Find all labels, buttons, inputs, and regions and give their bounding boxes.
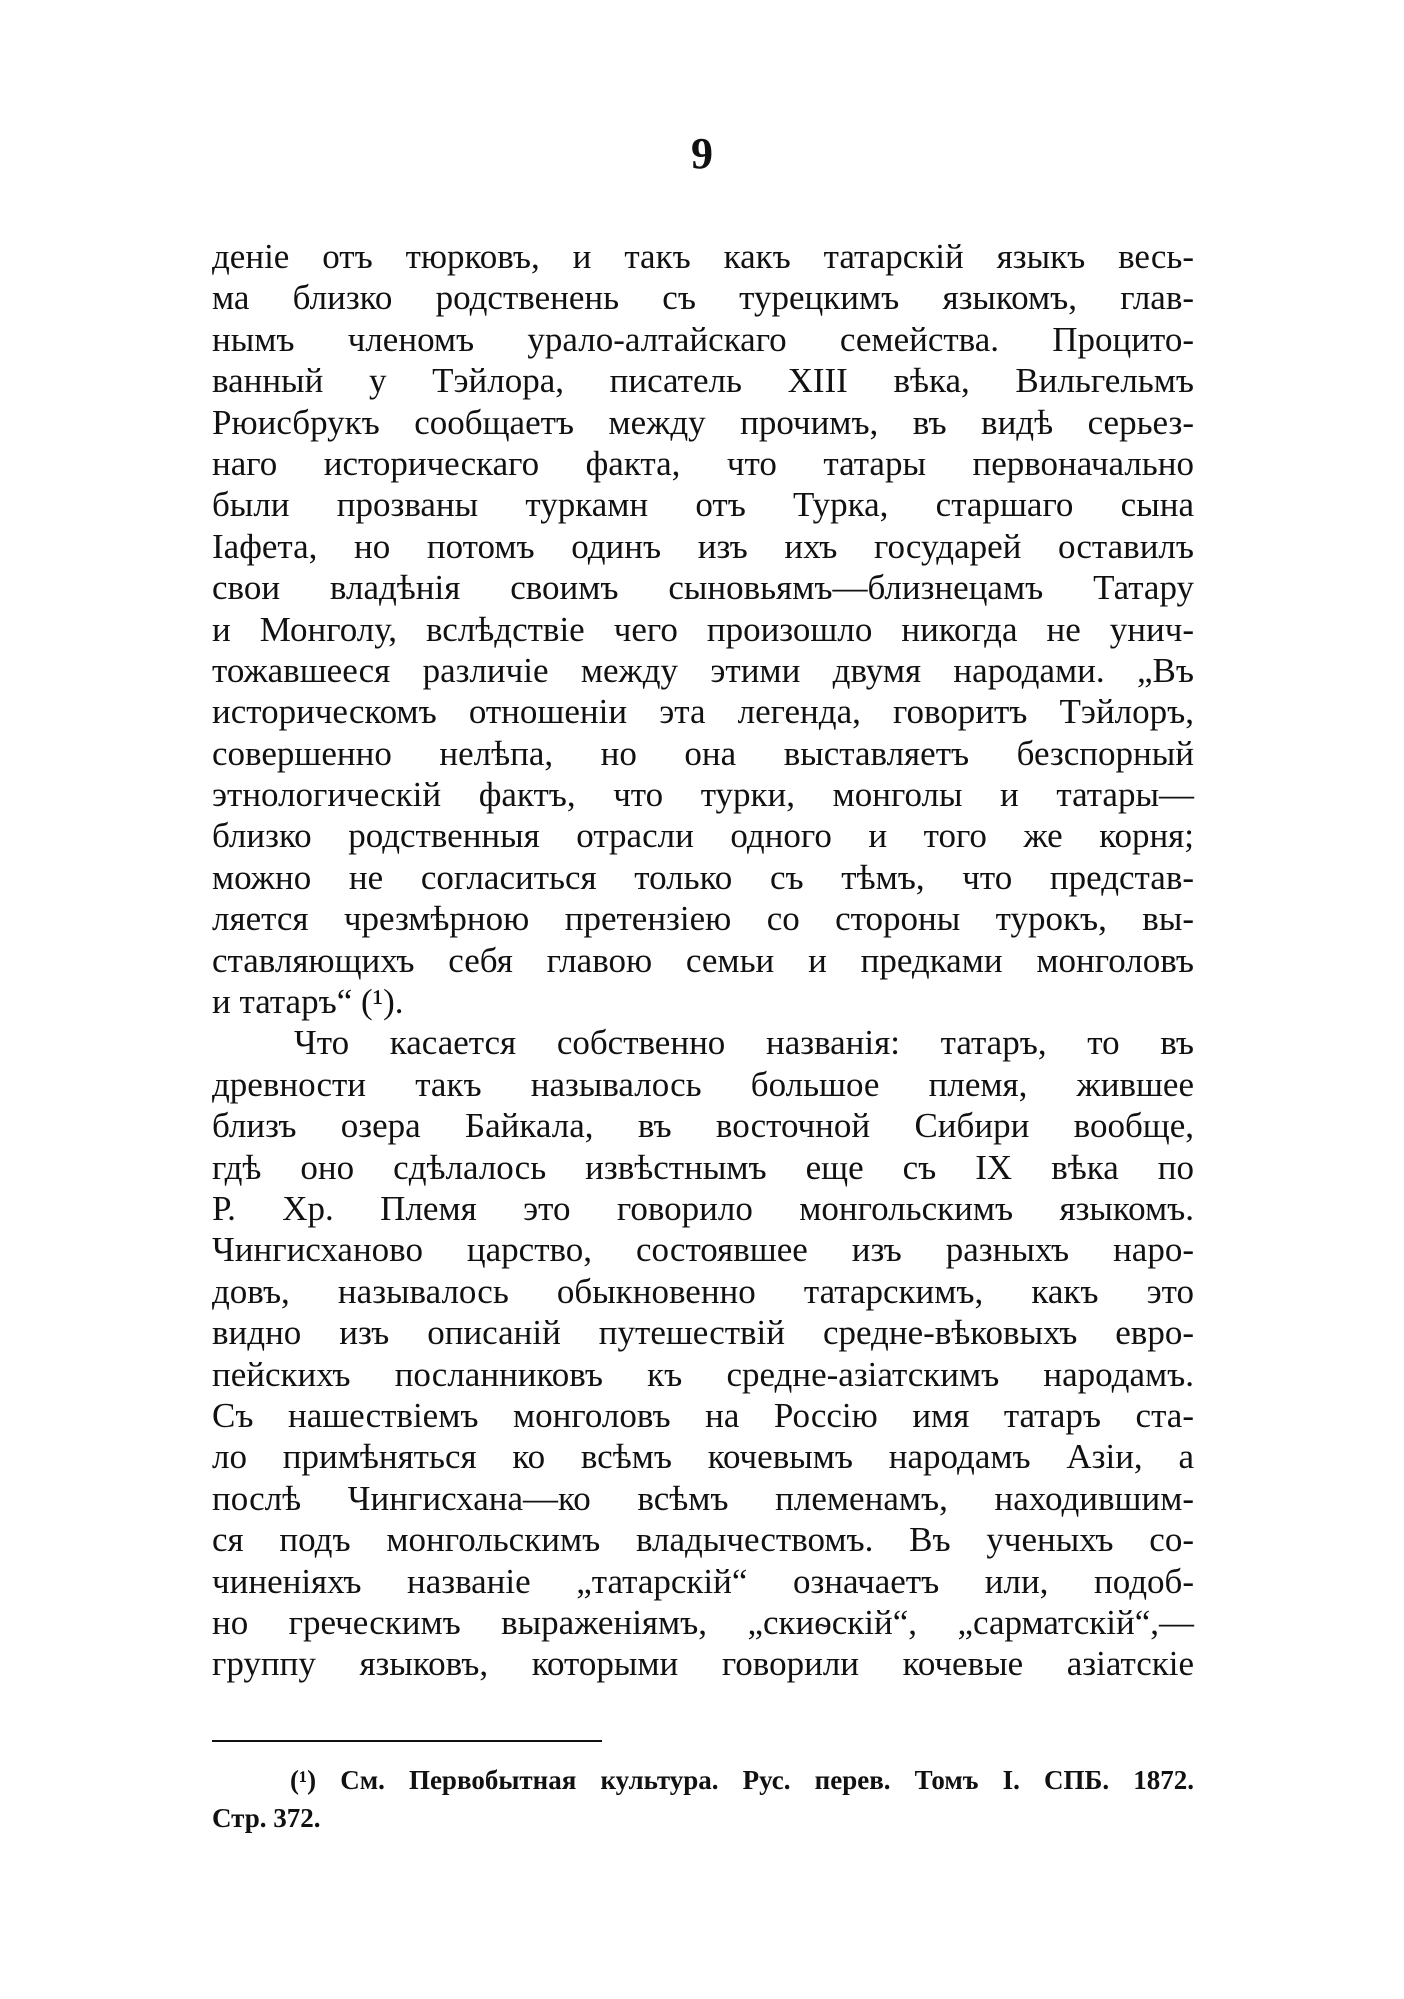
text-line: Іафета, но потомъ одинъ изъ ихъ государей оставилъ bbox=[212, 526, 1194, 566]
text-line: чиненіяхъ названіе „татарскій“ означаетъ или, подоб- bbox=[212, 1561, 1194, 1601]
page-number: 9 bbox=[691, 129, 713, 178]
text-line: видно изъ описаній путешествій средне-вѣковыхъ евро- bbox=[212, 1313, 1194, 1353]
text-line: свои владѣнія своимъ сыновьямъ—близнецамъ Татару bbox=[212, 568, 1194, 608]
text-line: древности такъ называлось большое племя, жившее bbox=[212, 1064, 1194, 1104]
text-line: довъ, называлось обыкновенно татарскимъ, какъ это bbox=[212, 1271, 1194, 1311]
text-line: наго историческаго факта, что татары первоначально bbox=[212, 443, 1194, 483]
text-line: ляется чрезмѣрною претензіею со стороны турокъ, вы- bbox=[212, 899, 1194, 939]
text-line: но греческимъ выраженіямъ, „скиѳскій“, „сарматскій“,— bbox=[212, 1602, 1194, 1642]
text-line: группу языковъ, которыми говорили кочевые азіатскіе bbox=[212, 1644, 1194, 1684]
body-text bbox=[212, 236, 1194, 1685]
text-line: тожавшееся различіе между этими двумя народами. „Въ bbox=[212, 650, 1194, 690]
text-line: ванный у Тэйлора, писатель XIII вѣка, Вильгельмъ bbox=[212, 361, 1194, 401]
text-line: близъ озера Байкала, въ восточной Сибири вообще, bbox=[212, 1106, 1194, 1146]
text-line: историческомъ отношеніи эта легенда, говоритъ Тэйлоръ, bbox=[212, 692, 1194, 732]
text-line: ставляющихъ себя главою семьи и предками монголовъ bbox=[212, 940, 1194, 980]
footnote-separator bbox=[212, 1740, 602, 1742]
footnote-line: (¹) См. Первобытная культура. Рус. перев. Томъ I. СПБ. 1872. bbox=[290, 1765, 1194, 1795]
text-line: ма близко родственень съ турецкимъ языкомъ, глав- bbox=[212, 278, 1194, 318]
text-line: ся подъ монгольскимъ владычествомъ. Въ ученыхъ со- bbox=[212, 1520, 1194, 1560]
text-line: Что касается собственно названія: татаръ, то въ bbox=[294, 1023, 1194, 1063]
text-line: Съ нашествіемъ монголовъ на Россію имя татаръ ста- bbox=[212, 1395, 1194, 1435]
text-line: Р. Хр. Племя это говорило монгольскимъ языкомъ. bbox=[212, 1188, 1194, 1228]
text-line: ло примѣняться ко всѣмъ кочевымъ народамъ Азіи, а bbox=[212, 1437, 1194, 1477]
footnote-line: Стр. 372. bbox=[212, 1803, 321, 1833]
text-line: можно не согласиться только съ тѣмъ, что представ- bbox=[212, 857, 1194, 897]
text-line: послѣ Чингисхана—ко всѣмъ племенамъ, находившим- bbox=[212, 1478, 1194, 1518]
text-line: нымъ членомъ урало-алтайскаго семейства. Процито- bbox=[212, 319, 1194, 359]
text-line: близко родственныя отрасли одного и того же корня; bbox=[212, 816, 1194, 856]
text-line: Рюисбрукъ сообщаетъ между прочимъ, въ видѣ серьез- bbox=[212, 402, 1194, 442]
text-line: и татаръ“ (¹). bbox=[212, 982, 404, 1022]
text-line: пейскихъ посланниковъ къ средне-азіатскимъ народамъ. bbox=[212, 1354, 1194, 1394]
text-line: Чингисханово царство, состоявшее изъ разныхъ наро- bbox=[212, 1230, 1194, 1270]
text-line: были прозваны туркамн отъ Турка, старшаго сына bbox=[212, 485, 1194, 525]
text-line: совершенно нелѣпа, но она выставляетъ безспорный bbox=[212, 733, 1194, 773]
text-line: и Монголу, вслѣдствіе чего произошло никогда не унич- bbox=[212, 609, 1194, 649]
text-line: гдѣ оно сдѣлалось извѣстнымъ еще съ IX вѣка по bbox=[212, 1147, 1194, 1187]
text-line: этнологическій фактъ, что турки, монголы и татары— bbox=[212, 775, 1194, 815]
text-line: деніе отъ тюрковъ, и такъ какъ татарскій языкъ весь- bbox=[212, 237, 1194, 276]
